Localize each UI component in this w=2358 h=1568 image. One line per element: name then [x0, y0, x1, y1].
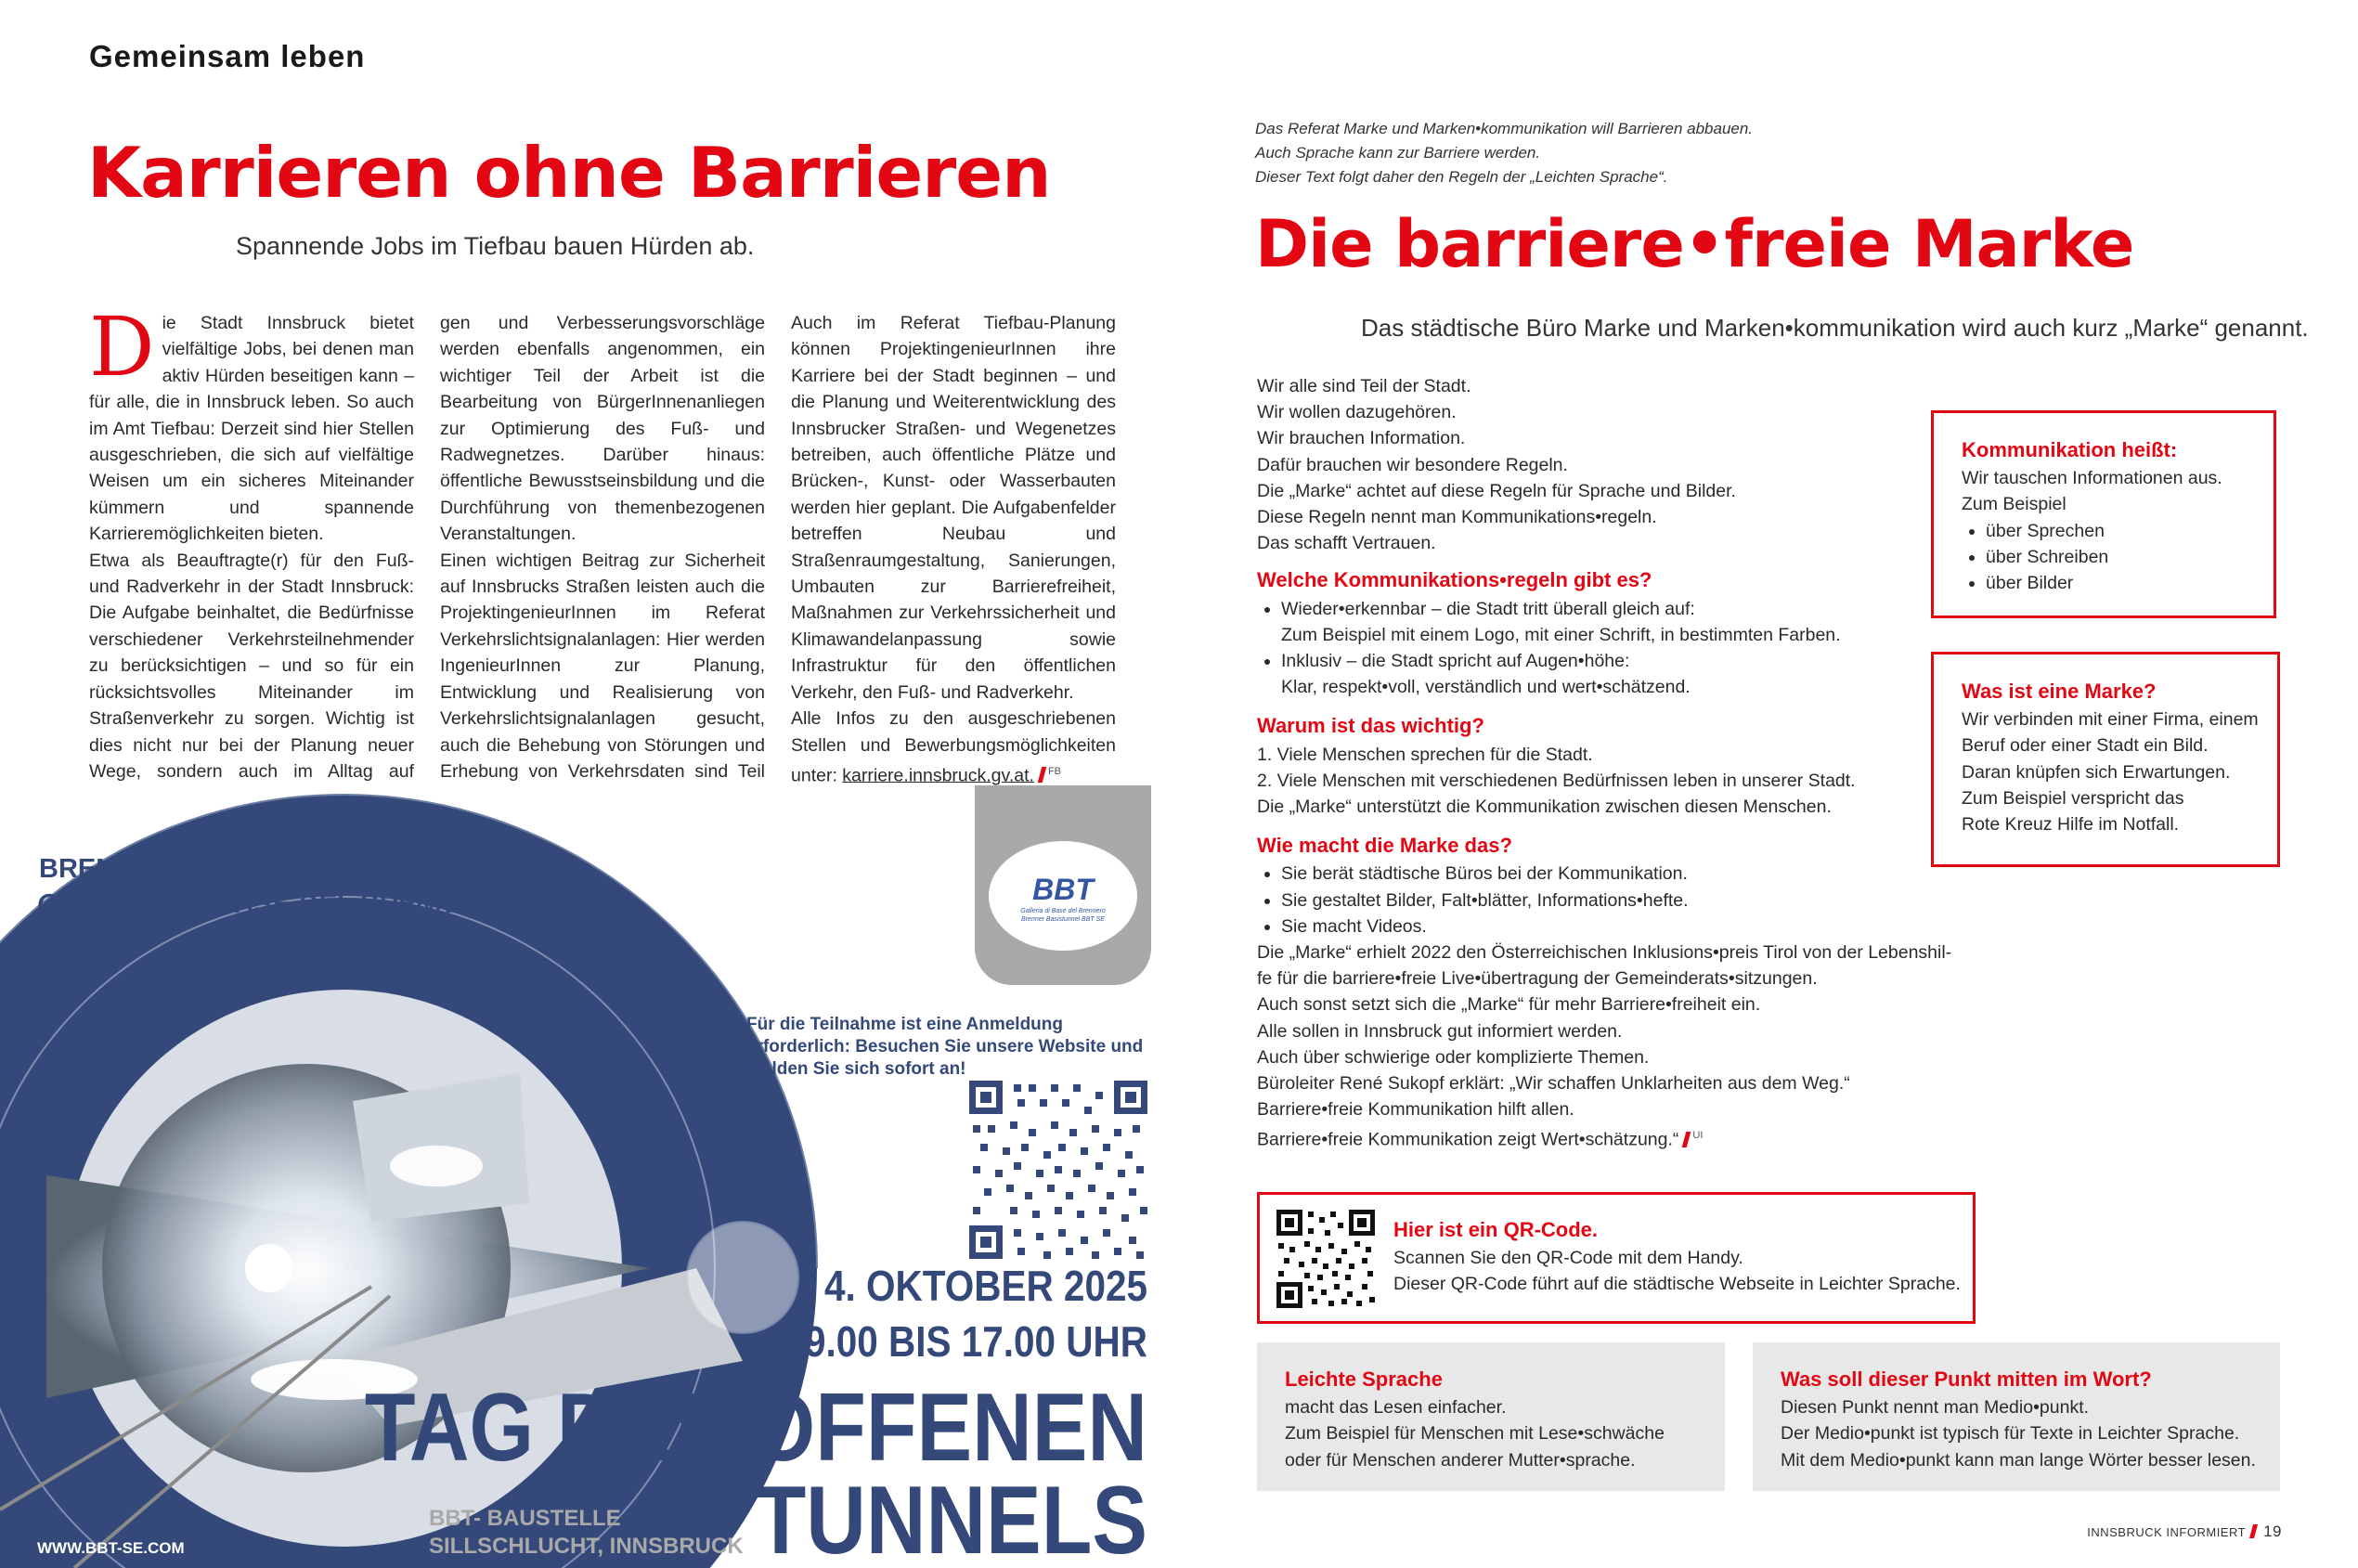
bbt-advertisement	[0, 785, 1186, 1568]
text-line: fe für die barriere•freie Live•übertragung der Gemeinderats•sitzungen.	[1257, 968, 1818, 990]
text-line: Büroleiter René Sukopf erklärt: „Wir schaffen Unklarheiten aus dem Weg.“	[1257, 1073, 1850, 1095]
paragraph: Etwa als Beauftragte(r) für den Fuß- und Radverkehr in der Stadt Innsbruck: Die Aufgabe beinhaltet, die Bedürfnisse verschiedener Verkehrsteilnehmender zu berücksichtigen – und so für ein rücksichtsvolles Miteinander im Straßenverkehr zu sorgen. Wichtig ist dies nicht nur bei der Planung neuer Wege, sondern auch im Alltag auf	[89, 550, 414, 782]
box-line: Zum Beispiel	[1962, 494, 2066, 515]
list-item: • Sie macht Videos.	[1281, 914, 1963, 940]
rules-list	[1257, 596, 1963, 701]
qr-line: Dieser QR-Code führt auf die städtische Webseite in Leichter Sprache.	[1393, 1274, 1961, 1295]
text-line: Alle sollen in Innsbruck gut informiert werden.	[1257, 1020, 1623, 1042]
box-title: Leichte Sprache	[1285, 1367, 1443, 1391]
paragraph: ie Stadt Innsbruck bietet vielfältige Jobs, bei denen man aktiv Hürden beseitigen kann – für alle, die in Innsbruck leben. So auch im Amt Tiefbau: Derzeit sind hier Stellen ausgeschrieben, die sich auf vielfältige Weisen um ein sicheres Miteinander kümmern und spannende Karrieremöglichkeiten bieten.	[89, 313, 414, 545]
bbt-logo-sub-1: Galleria di Base del Brennero	[1020, 908, 1106, 914]
text-line: Auch sonst setzt sich die „Marke“ für mehr Barriere•freiheit ein.	[1257, 994, 1761, 1016]
article-title: Karrieren ohne Barrieren	[87, 132, 1051, 214]
text-line: Wir wollen dazugehören.	[1257, 402, 1457, 423]
text-line: Wir alle sind Teil der Stadt.	[1257, 376, 1471, 396]
list-item: • Sie gestaltet Bilder, Falt•blätter, Informations•hefte.	[1281, 888, 1963, 914]
author-initials: FB	[1047, 765, 1061, 777]
box-line: Wir verbinden mit einer Firma, einem	[1962, 709, 2259, 731]
qr-code-icon[interactable]	[1276, 1210, 1375, 1308]
paragraph: gen und Verbesserungsvorschläge werden ebenfalls angenommen, ein wichtiger Teil der Arbeit ist die Bearbeitung von BürgerInnenanliegen zur Optimierung des Fuß- und Radwegnetzes. Darüber hinaus: öffentliche Bewusstseinsbildung und die Durchführung von themenbezogenen Veranstaltungen.	[440, 313, 765, 545]
list-item: • Wieder•erkennbar – die Stadt tritt überall gleich auf: Zum Beispiel mit einem Logo, mit einer Schrift, in bestimmten Farben.	[1281, 596, 1963, 648]
bbt-logo-sub-2: Brenner Basistunnel BBT SE	[1021, 916, 1105, 923]
box-line: Mit dem Medio•punkt kann man lange Wörter besser lesen.	[1781, 1449, 2256, 1471]
article-column-3	[791, 310, 1116, 789]
ad-time: 9.00 BIS 17.00 UHR	[804, 1317, 1147, 1366]
paragraph	[791, 706, 1116, 789]
box-title: Kommunikation heißt:	[1962, 438, 2178, 461]
heading-why: Warum ist das wichtig?	[1257, 714, 1484, 738]
article-subtitle: Spannende Jobs im Tiefbau bauen Hürden ab.	[236, 232, 755, 260]
box-line: oder für Menschen anderer Mutter•sprache.	[1285, 1449, 1636, 1471]
box-list	[1962, 518, 2274, 597]
box-title: Was soll dieser Punkt mitten im Wort?	[1781, 1367, 2152, 1391]
box-line: macht das Lesen einfacher.	[1285, 1397, 1507, 1419]
text-line: 2. Viele Menschen mit verschiedenen Bedürfnissen leben in unserer Stadt.	[1257, 770, 1856, 791]
ad-date: 4. OKTOBER 2025	[824, 1262, 1147, 1310]
text-line: Die „Marke“ unterstützt die Kommunikation zwischen diesen Menschen.	[1257, 797, 1832, 818]
grey-box-medio-point	[1753, 1342, 2280, 1491]
article-column-2	[440, 310, 765, 811]
info-box-communication	[1931, 410, 2276, 618]
paragraph: Auch im Referat Tiefbau-Planung können ProjektingenieurInnen ihre Karriere bei der Stadt beginnen – und die Planung und Weiterentwicklung des Innsbrucker Straßen- und Wegenetzes betreiben, auch öffentliche Plätze und Brücken-, Kunst- oder Wasserbauten werden hier geplant. Die Aufgabenfelder betreffen Neubau und Straßenraumgestaltung, Sanierungen, Umbauten zur Barrierefreiheit, Maßnahmen zur Verkehrssicherheit und Klimawandelanpassung sowie Infrastruktur für den öffentlichen Verkehr, den Fuß- und Radverkehr.	[791, 313, 1116, 703]
end-mark-icon	[1682, 1132, 1691, 1147]
ad-site-1: BBT- BAUSTELLE	[429, 1506, 621, 1531]
paragraph: Einen wichtigen Beitrag zur Sicherheit auf Innsbrucks Straßen leisten auch die ProjektingenieurInnen im Referat Verkehrslichtsignalanlagen: Hier werden IngenieurInnen zur Planung, Entwicklung und Realisierung von Verkehrslichtsignalanlagen gesucht, auch die Behebung von Störungen und Erhebung von Verkehrsdaten sind Teil	[440, 550, 765, 782]
box-line: Beruf oder einer Stadt ein Bild.	[1962, 735, 2209, 757]
box-line: Rote Kreuz Hilfe im Notfall.	[1962, 814, 2180, 836]
qr-box	[1257, 1192, 1976, 1324]
intro-box	[1255, 117, 1753, 189]
text-line: Die „Marke“ erhielt 2022 den Österreichischen Inklusions•preis Tirol von der Lebenshil-	[1257, 942, 1952, 964]
list-item: • über Sprechen	[1986, 518, 2274, 544]
ad-headline-2: TUNNELS	[755, 1467, 1147, 1568]
box-line: Diesen Punkt nennt man Medio•punkt.	[1781, 1397, 2090, 1419]
ad-notice: Für die Teilnahme ist eine Anmeldung erforderlich: Besuchen Sie unsere Website und melden Sie sich sofort an!	[746, 1015, 1144, 1079]
text-line: Wir brauchen Information.	[1257, 428, 1466, 449]
ad-site-2: SILLSCHLUCHT, INNSBRUCK	[429, 1534, 744, 1559]
text-line: Barriere•freie Kommunikation zeigt Wert•schätzung.“ $^{UI}$	[1257, 1129, 1704, 1150]
intro-line: Dieser Text folgt daher den Regeln der „Leichten Sprache“.	[1255, 168, 1668, 186]
ad-line-1: BRENNER BASISTUNNEL	[39, 854, 371, 884]
career-link[interactable]: karriere.innsbruck.gv.at.	[842, 765, 1034, 786]
qr-text	[1393, 1217, 1961, 1298]
how-list	[1257, 861, 1963, 940]
box-title: Was ist eine Marke?	[1962, 680, 2157, 703]
list-item: • Sie berät städtische Büros bei der Kommunikation.	[1281, 861, 1963, 887]
main-text	[1257, 373, 1963, 1153]
intro-line: Das Referat Marke und Marken•kommunikation will Barrieren abbauen.	[1255, 120, 1754, 137]
box-line: Wir tauschen Informationen aus.	[1962, 468, 2222, 489]
text-line: Diese Regeln nennt man Kommunikations•regeln.	[1257, 507, 1657, 528]
paragraph-text: Alle Infos zu den ausgeschriebenen Stellen und Bewerbungsmöglichkeiten unter:	[791, 708, 1116, 786]
text-line: 1. Viele Menschen sprechen für die Stadt.	[1257, 744, 1593, 765]
box-line: Zum Beispiel für Menschen mit Lese•schwäche	[1285, 1423, 1665, 1445]
footer-label: INNSBRUCK INFORMIERT	[2087, 1525, 2247, 1539]
qr-title: Hier ist ein QR-Code.	[1393, 1218, 1599, 1241]
heading-rules: Welche Kommunikations•regeln gibt es?	[1257, 568, 1652, 592]
ad-qr-code-icon[interactable]	[969, 1081, 1147, 1259]
end-mark-icon	[1038, 767, 1047, 783]
list-item: • über Schreiben	[1986, 544, 2274, 570]
box-line: Zum Beispiel verspricht das	[1962, 787, 2184, 809]
text-line: Das schafft Vertrauen.	[1257, 533, 1436, 554]
footer-mark-icon	[2249, 1524, 2258, 1538]
article-column-1	[89, 299, 414, 811]
box-line: Der Medio•punkt ist typisch für Texte in Leichter Sprache.	[1781, 1423, 2240, 1445]
bbt-logo	[989, 841, 1137, 951]
heading-how: Wie macht die Marke das?	[1257, 834, 1512, 858]
info-box-brand	[1931, 652, 2280, 867]
list-item: • über Bilder	[1986, 570, 2274, 596]
footer	[2042, 1523, 2282, 1541]
bbt-logo-text: BBT	[1032, 873, 1094, 906]
text-line: Barriere•freie Kommunikation hilft allen.	[1257, 1099, 1574, 1121]
text-line: Die „Marke“ achtet auf diese Regeln für Sprache und Bilder.	[1257, 480, 1736, 501]
page-subtitle: Das städtische Büro Marke und Marken•kommunikation wird auch kurz „Marke“ genannt.	[1361, 314, 2309, 342]
text-line: Auch über schwierige oder komplizierte Themen.	[1257, 1046, 1650, 1068]
ad-url[interactable]: WWW.BBT-SE.COM	[37, 1539, 185, 1557]
grey-box-easy-language	[1257, 1342, 1725, 1491]
page-title: Die barriere•freie Marke	[1255, 206, 2134, 282]
qr-line: Scannen Sie den QR-Code mit dem Handy.	[1393, 1248, 1743, 1269]
text-line: Dafür brauchen wir besondere Regeln.	[1257, 454, 1568, 475]
author-initials: UI	[1692, 1130, 1704, 1142]
intro-line: Auch Sprache kann zur Barriere werden.	[1255, 144, 1541, 162]
dropcap: D	[89, 299, 155, 395]
list-item: • Inklusiv – die Stadt spricht auf Augen•höhe: Klar, respekt•voll, verständlich und wert•schätzend.	[1281, 648, 1963, 700]
section-label: Gemeinsam leben	[89, 39, 366, 73]
box-line: Daran knüpfen sich Erwartungen.	[1962, 761, 2231, 783]
ad-line-2: GALLERIA DI BASE DEL BRENNERO	[37, 889, 513, 919]
page-number: 19	[2263, 1523, 2282, 1540]
ad-headline-1: TAG DES OFFENEN	[364, 1374, 1147, 1482]
